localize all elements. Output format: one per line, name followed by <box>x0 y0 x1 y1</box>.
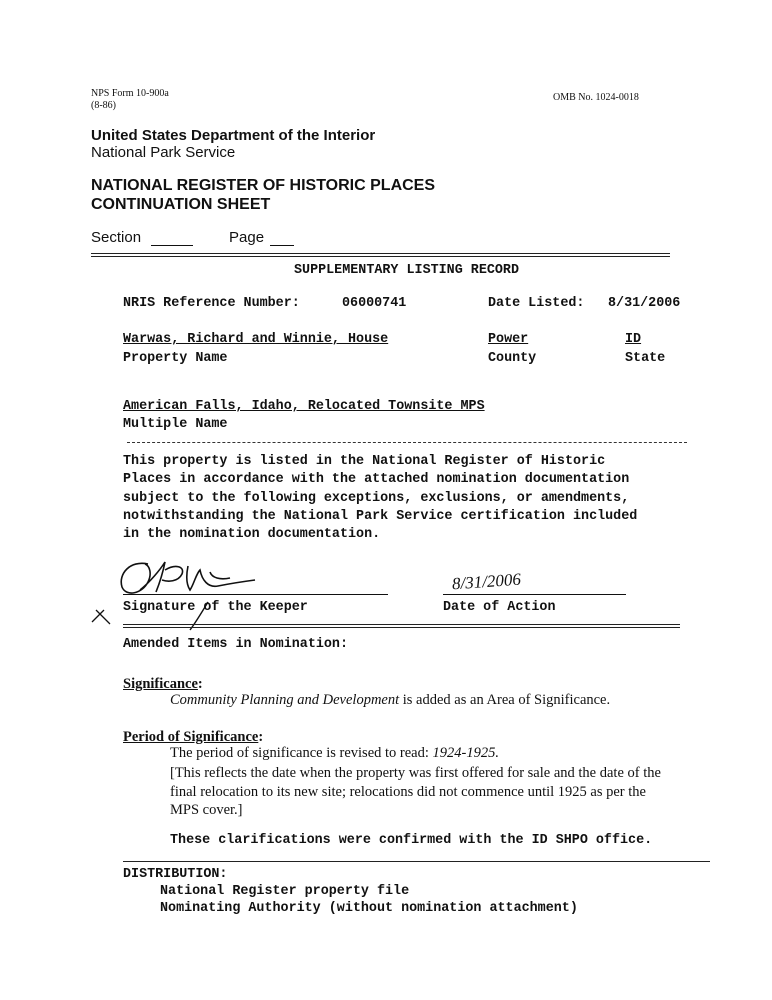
service-name: National Park Service <box>91 144 236 161</box>
nris-label: NRIS Reference Number: <box>123 296 300 311</box>
period-note: [This reflects the date when the property was first offered for sale and the date of the final relocation to its new site; relocations did not commence until 1925 as per the MPS cover.] <box>170 765 661 818</box>
distribution-label: DISTRIBUTION: <box>123 867 228 882</box>
property-name: Warwas, Richard and Winnie, House <box>123 332 389 347</box>
record-title: SUPPLEMENTARY LISTING RECORD <box>294 263 519 278</box>
multiple-name: American Falls, Idaho, Relocated Townsite MPS <box>123 399 485 414</box>
significance-text <box>170 692 610 709</box>
significance-heading: Significance: <box>123 676 203 692</box>
listing-statement: This property is listed in the National Register of Historic Places in accordance with the attached nomination documentation subject to the following exceptions, exclusions, or amendments, notwithstanding the National Park Service certification included in the nomination documentation. <box>123 454 638 543</box>
clarification-note: These clarifications were confirmed with the ID SHPO office. <box>170 833 653 848</box>
date-of-action-label: Date of Action <box>443 600 556 615</box>
significance-area: Community Planning and Development <box>170 692 400 708</box>
department-name: United States Department of the Interior <box>91 127 376 144</box>
distribution-item: National Register property file <box>160 884 410 899</box>
keeper-signature-icon <box>90 552 390 632</box>
date-line <box>443 594 626 595</box>
county-value: Power <box>488 332 529 347</box>
form-revision: (8-86) <box>91 100 116 111</box>
form-number: NPS Form 10-900a <box>91 88 169 99</box>
date-listed-value: 8/31/2006 <box>608 296 681 311</box>
period-revised: The period of significance is revised to read: 1924-1925. <box>170 745 499 761</box>
nris-value: 06000741 <box>342 296 407 311</box>
dashed-separator <box>127 442 687 443</box>
county-label: County <box>488 351 537 366</box>
section-label: Section <box>91 229 142 246</box>
state-label: State <box>625 351 666 366</box>
handwritten-date: 8/31/2006 <box>451 569 522 594</box>
period-heading: Period of Significance: <box>123 729 264 745</box>
header-double-rule <box>91 253 670 257</box>
page-label: Page <box>229 229 265 246</box>
date-listed-label: Date Listed: <box>488 296 585 311</box>
period-revised-value: 1924-1925. <box>432 745 499 761</box>
multiple-name-label: Multiple Name <box>123 417 228 432</box>
form-subtitle: CONTINUATION SHEET <box>91 196 271 213</box>
distribution-rule <box>123 861 710 862</box>
section-blank <box>151 245 193 246</box>
signature-line <box>123 594 388 595</box>
property-name-label: Property Name <box>123 351 228 366</box>
state-value: ID <box>625 332 642 347</box>
distribution-item: Nominating Authority (without nomination attachment) <box>160 901 578 916</box>
signature-double-rule <box>123 624 680 628</box>
form-title: NATIONAL REGISTER OF HISTORIC PLACES <box>91 177 436 194</box>
signature-label: Signature of the Keeper <box>123 600 308 615</box>
amended-items-label: Amended Items in Nomination: <box>123 637 348 652</box>
significance-rest: is added as an Area of Significance. <box>399 692 611 708</box>
page-blank <box>270 245 294 246</box>
omb-number: OMB No. 1024-0018 <box>553 92 639 103</box>
